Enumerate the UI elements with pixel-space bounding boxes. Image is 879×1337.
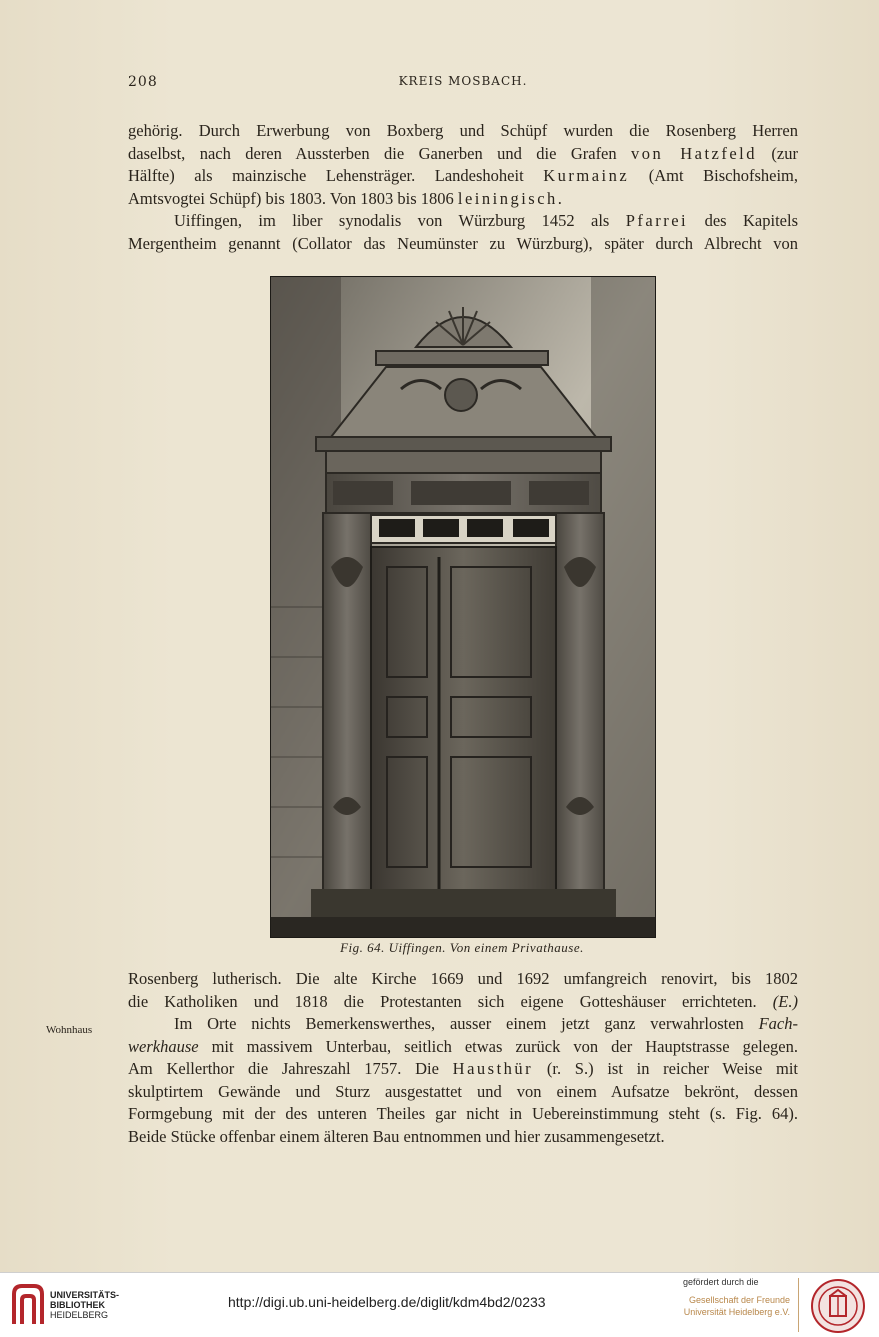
text-line: skulptirtem Gewände und Sturz ausgestattet und von einem Aufsatze bekrönt, dessen <box>128 1081 798 1101</box>
university-seal-icon[interactable] <box>810 1278 866 1334</box>
text-line: gehörig. Durch Erwerbung von Boxberg und Schüpf wurden die Rosenberg Herren <box>128 121 798 140</box>
doorway-illustration <box>271 277 655 937</box>
italic-term: Fach- <box>758 1014 798 1033</box>
figure-caption: Fig. 64. Uiffingen. Von einem Privathause. <box>340 940 584 955</box>
figure-doorway-photo <box>270 276 656 938</box>
bottom-text-block <box>128 968 798 1148</box>
library-logo-icon[interactable] <box>10 1284 46 1326</box>
text-line: Mergentheim genannt (Collator das Neumünster zu Würzburg), später durch Albrecht von <box>128 233 798 253</box>
text-line: Im Orte nichts Bemerkenswerthes, ausser einem jetzt ganz verwahrlosten Fach- <box>174 1014 798 1033</box>
page-number: 208 <box>128 74 158 90</box>
sponsor-intro: gefördert durch die <box>683 1277 759 1287</box>
sponsor-name[interactable]: Gesellschaft der Freunde Universität Heidelberg e.V. <box>683 1295 790 1317</box>
spaced-name: leiningisch. <box>457 188 565 208</box>
library-name[interactable]: UNIVERSITÄTS- BIBLIOTHEK HEIDELBERG <box>50 1290 120 1320</box>
spaced-name: Pfarrei <box>625 211 689 230</box>
spaced-name: von Hatzfeld <box>631 143 758 163</box>
text-line: Hälfte) als mainzische Lehensträger. Landeshoheit Kurmainz (Amt Bischofsheim, <box>128 166 798 185</box>
spaced-term: Hausthür <box>452 1059 534 1078</box>
text-line: Beide Stücke offenbar einem älteren Bau entnommen und hier zusammengesetzt. <box>128 1126 665 1146</box>
text-line: Am Kellerthor die Jahreszahl 1757. Die Hausthür (r. S.) ist in reicher Weise mit <box>128 1059 798 1078</box>
text-line: Formgebung mit der des unteren Theiles gar nicht in Uebereinstimmung steht (s. Fig. 64). <box>128 1104 798 1123</box>
text-line: die Katholiken und 1818 die Protestanten sich eigene Gotteshäuser errichteten. (E.) <box>128 991 798 1011</box>
page-header <box>128 74 798 94</box>
spaced-name: Kurmainz <box>543 166 630 185</box>
sponsor-divider <box>798 1278 799 1332</box>
text-line: Uiffingen, im liber synodalis von Würzburg 1452 als Pfarrei des Kapitels <box>174 211 798 230</box>
margin-note: Wohnhaus <box>46 1024 93 1036</box>
permalink-url[interactable]: http://digi.ub.uni-heidelberg.de/diglit/kdm4bd2/0233 <box>228 1294 546 1310</box>
text-line: Amtsvogtei Schüpf) bis 1803. Von 1803 bis 1806 leiningisch. <box>128 188 565 208</box>
text-line: werkhause mit massivem Unterbau, seitlich etwas zurück von der Hauptstrasse gelegen. <box>128 1036 798 1056</box>
text-line: Rosenberg lutherisch. Die alte Kirche 1669 und 1692 umfangreich renovirt, bis 1802 <box>128 969 798 988</box>
top-text-block <box>128 120 798 255</box>
editor-initial: (E.) <box>772 991 798 1011</box>
italic-term: werkhause <box>128 1036 199 1056</box>
running-head: KREIS MOSBACH. <box>398 74 528 88</box>
text-line: daselbst, nach deren Aussterben die Ganerben und die Grafen von Hatzfeld (zur <box>128 143 798 163</box>
